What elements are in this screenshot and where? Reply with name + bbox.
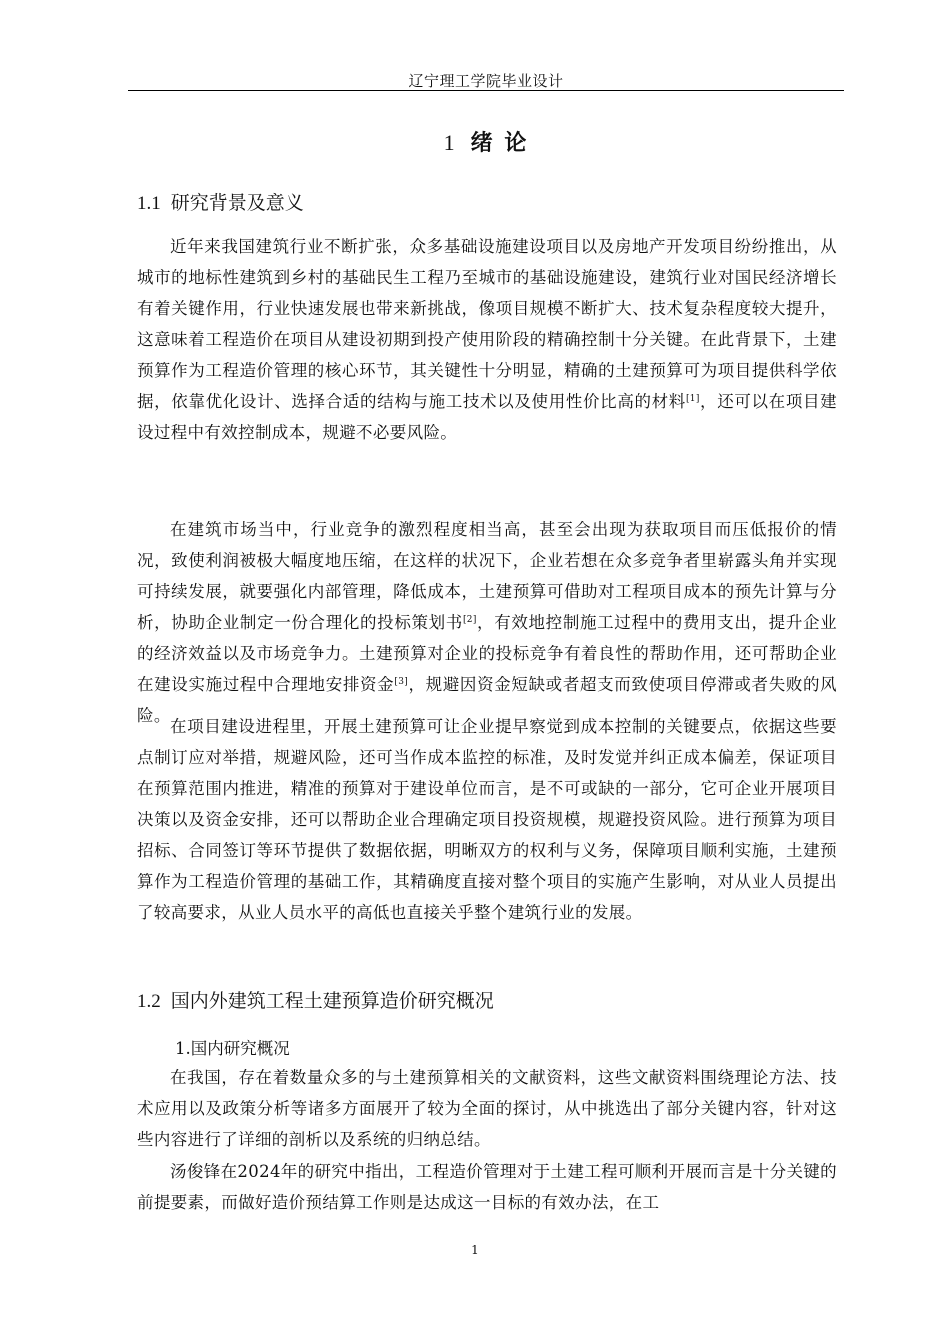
paragraph-text: 近年来我国建筑行业不断扩张，众多基础设施建设项目以及房地产开发项目纷纷推出，从城市的地标性建筑到乡村的基础民生工程乃至城市的基础设施建设，建筑行业对国民经济增长有着关键作用，行业快速发展也带来新挑战，像项目规模不断扩大、技术复杂程度较大提升，这意味着工程造价在项目从建设初期到投产使用阶段的精确控制十分关键。在此背景下，土建预算作为工程造价管理的核心环节，其关键性十分明显，精确的土建预算可为项目提供科学依据，依靠优化设计、选择合适的结构与施工技术以及使用性价比高的材料 xyxy=(137,237,837,411)
paragraph-domestic-2: 汤俊锋在2024年的研究中指出，工程造价管理对于土建工程可顺利开展而言是十分关键的前提要素，而做好造价预结算工作则是达成这一目标的有效办法，在工 xyxy=(137,1162,837,1212)
section-title-text: 国内外建筑工程土建预算造价研究概况 xyxy=(170,990,494,1012)
citation-ref: [2] xyxy=(462,615,477,625)
citation-ref: [3] xyxy=(394,677,409,687)
paragraph-domestic-1: 在我国，存在着数量众多的与土建预算相关的文献资料，这些文献资料围绕理论方法、技术应用以及政策分析等诸多方面展开了较为全面的探讨，从中挑选出了部分关键内容，针对这些内容进行了详细的剖析以及系统的归纳总结。 xyxy=(137,1068,837,1149)
citation-ref: [1] xyxy=(685,394,700,404)
running-header: 辽宁理工学院毕业设计 xyxy=(408,72,564,90)
page-number: 1 xyxy=(471,1243,479,1257)
paragraph-text: 在建筑市场当中，行业竞争的激烈程度相当高，甚至会出现为获取项目而压低报价的情况，致使利润被极大幅度地压缩，在这样的状况下，企业若想在众多竞争者里崭露头角并实现可持续发展，就要强化内部管理，降低成本，土建预算可借助对工程项目成本的预先计算与分析，协助企业制定一份合理化的投标策划书 xyxy=(137,520,837,632)
section-number: 1.2 xyxy=(137,991,161,1012)
chapter-title-text: 绪 论 xyxy=(470,131,529,156)
paragraph-background-1 xyxy=(137,231,837,448)
chapter-title xyxy=(128,126,844,157)
subsection-heading: 1.国内研究概况 xyxy=(175,1039,290,1058)
section-title-text: 研究背景及意义 xyxy=(170,192,304,214)
chapter-number: 1 xyxy=(443,130,457,155)
section-number: 1.1 xyxy=(137,193,161,214)
paragraph-text: ，有效地控制施工过程中的费用支出，提升企业的经济效益以及市场竞争力。土建预算对企业的投标竞争有着良性的帮助作用，还可帮助企业在建设实施过程中合理地安排资金 xyxy=(137,613,837,694)
header-divider xyxy=(128,90,844,91)
section-heading-1-2 xyxy=(137,986,494,1013)
paragraph-text: ，规避因资金短缺或者超支而致使项目停滞或者失败的风险。 xyxy=(137,675,838,725)
paragraph-text: ，还可以在项目建设过程中有效控制成本，规避不必要风险。 xyxy=(137,392,837,442)
paragraph-background-3: 在项目建设进程里，开展土建预算可让企业提早察觉到成本控制的关键要点，依据这些要点制订应对举措，规避风险，还可当作成本监控的标准，及时发觉并纠正成本偏差，保证项目在预算范围内推进，精准的预算对于建设单位而言，是不可或缺的一部分，它可企业开展项目决策以及资金安排，还可以帮助企业合理确定项目投资规模，规避投资风险。进行预算为项目招标、合同签订等环节提供了数据依据，明晰双方的权利与义务，保障项目顺利实施，土建预算作为工程造价管理的基础工作，其精确度直接对整个项目的实施产生影响，对从业人员提出了较高要求，从业人员水平的高低也直接关乎整个建筑行业的发展。 xyxy=(137,717,837,922)
paragraph-background-2 xyxy=(137,514,837,731)
section-heading-1-1 xyxy=(137,188,304,215)
